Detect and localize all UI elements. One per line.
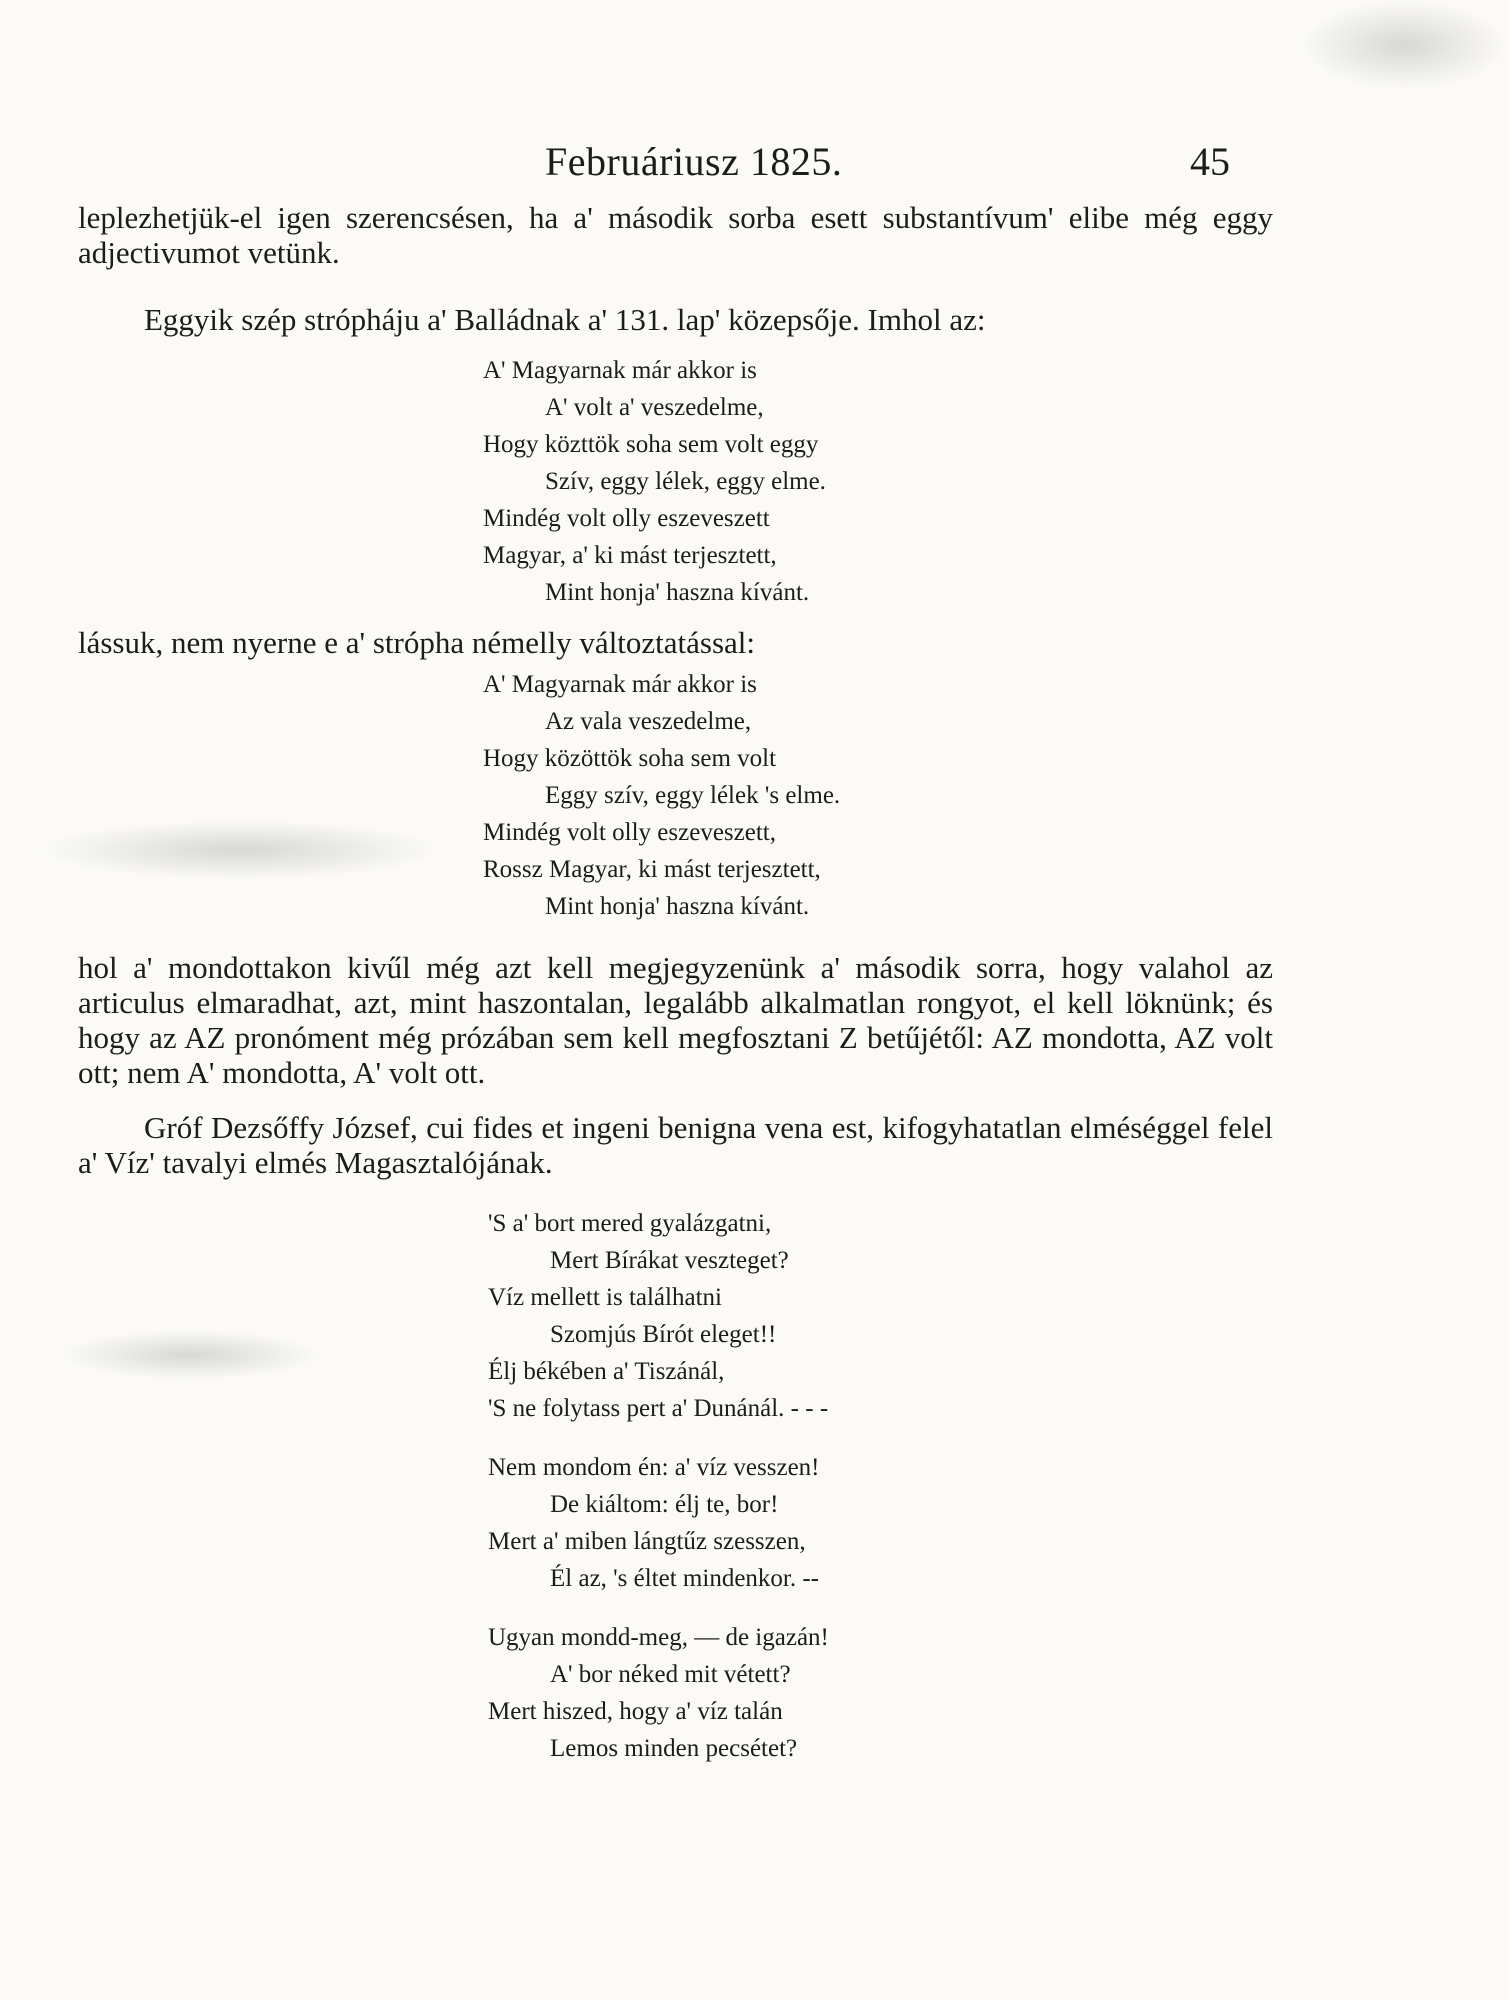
verse-line: Mint honja' haszna kívánt. <box>545 893 810 920</box>
verse-line: Mert hiszed, hogy a' víz talán <box>488 1698 783 1725</box>
stanza <box>488 1619 829 1767</box>
verse-line: 'S a' bort mered gyalázgatni, <box>488 1210 772 1237</box>
page-number: 45 <box>1190 139 1230 184</box>
verse-line: Ugyan mondd-meg, — de igazán! <box>488 1624 829 1651</box>
verse-line: A' Magyarnak már akkor is <box>483 357 757 384</box>
paragraph-2: Eggyik szép strópháju a' Balládnak a' 131. lap' közepsője. Imhol az: <box>144 302 986 337</box>
poem-original-stanza <box>483 352 826 611</box>
running-title: Februáriusz 1825. <box>545 139 843 184</box>
verse-line: De kiáltom: élj te, bor! <box>550 1491 779 1518</box>
poem-revised-stanza <box>483 666 840 925</box>
running-header <box>0 138 1509 198</box>
verse-line: Mert a' miben lángtűz szesszen, <box>488 1528 806 1555</box>
verse-line: Rossz Magyar, ki mást terjesztett, <box>483 856 821 883</box>
verse-line: Mert Bírákat veszteget? <box>550 1247 789 1274</box>
verse-line: A' Magyarnak már akkor is <box>483 671 757 698</box>
verse-line: Élj békében a' Tiszánál, <box>488 1358 725 1385</box>
verse-line: 'S ne folytass pert a' Dunánál. - - - <box>488 1395 829 1422</box>
verse-line: Él az, 's éltet mindenkor. -- <box>550 1565 820 1592</box>
paragraph-3: lássuk, nem nyerne e a' strópha némelly változtatással: <box>78 625 756 660</box>
verse-line: Mindég volt olly eszeveszett <box>483 505 770 532</box>
verse-line: Szív, eggy lélek, eggy elme. <box>545 468 826 495</box>
verse-line: Hogy közttök soha sem volt eggy <box>483 431 819 458</box>
stanza <box>488 1449 829 1597</box>
verse-line: Szomjús Bírót eleget!! <box>550 1321 777 1348</box>
verse-line: A' volt a' veszedelme, <box>545 394 764 421</box>
verse-line: Víz mellett is találhatni <box>488 1284 722 1311</box>
paragraph-1: leplezhetjük-el igen szerencsésen, ha a' második sorba esett substantívum' elibe még eggy adjectivumot vetünk. <box>78 200 1273 270</box>
verse-line: A' bor néked mit vétett? <box>550 1661 791 1688</box>
scan-smudge <box>60 1330 320 1380</box>
verse-line: Lemos minden pecsétet? <box>550 1735 798 1762</box>
verse-line: Nem mondom én: a' víz vesszen! <box>488 1454 820 1481</box>
poem-wine-and-water <box>488 1205 829 1767</box>
paragraph-4: hol a' mondottakon kivűl még azt kell megjegyzenünk a' második sorra, hogy valahol az articulus elmaradhat, azt, mint haszontalan, legalább alkalmatlan rongyot, el kell löknünk; és hogy az AZ pronóment még prózában sem kell megfosztani Z betűjétől: AZ mondotta, AZ volt ott; nem A' mondotta, A' volt ott. <box>78 950 1273 1090</box>
scan-smudge <box>1300 0 1509 90</box>
verse-line: Mint honja' haszna kívánt. <box>545 579 810 606</box>
paragraph-5: Gróf Dezsőffy József, cui fides et ingeni benigna vena est, kifogyhatatlan elméséggel felel a' Víz' tavalyi elmés Magasztalójának. <box>78 1110 1273 1180</box>
verse-line: Magyar, a' ki mást terjesztett, <box>483 542 777 569</box>
stanza <box>488 1205 829 1427</box>
verse-line: Mindég volt olly eszeveszett, <box>483 819 776 846</box>
verse-line: Eggy szív, eggy lélek 's elme. <box>545 782 841 809</box>
verse-line: Hogy közöttök soha sem volt <box>483 745 777 772</box>
verse-line: Az vala veszedelme, <box>545 708 752 735</box>
scan-smudge <box>40 820 440 880</box>
